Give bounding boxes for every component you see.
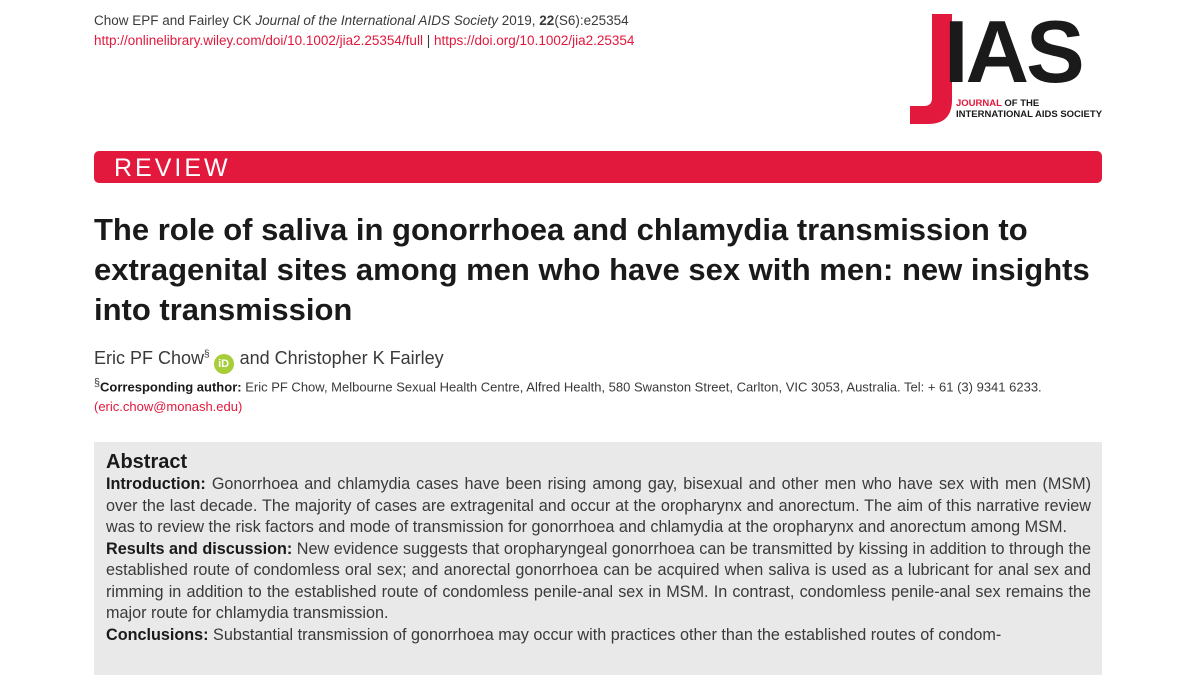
abstract-section-label: Results and discussion:	[106, 539, 293, 558]
orcid-icon[interactable]: iD	[214, 354, 234, 374]
citation-year: 2019,	[501, 13, 536, 28]
abstract-section-label: Conclusions:	[106, 625, 209, 644]
article-title: The role of saliva in gonorrhoea and chlamydia transmission to extragenital sites among men who have sex with men: new insights into transmission	[94, 212, 1090, 327]
logo-of-the: OF THE	[1001, 98, 1040, 109]
jias-logo	[910, 2, 1106, 126]
full-text-link[interactable]: http://onlinelibrary.wiley.com/doi/10.1002/jia2.25354/full	[94, 33, 423, 48]
abstract-section-text: New evidence suggests that oropharyngeal gonorrhoea can be transmitted by kissing in addition to through the established route of condomless oral sex; and anorectal gonorrhoea can be acquired when saliva is used as a lubricant for anal sex and rimming in addition to the established route of condomless penile-anal sex in MSM. In contrast, condomless penile-anal sex remains the major route for chlamydia transmission.	[106, 539, 1091, 622]
logo-journal-word: JOURNAL	[956, 98, 1002, 109]
citation-issue: (S6):e25354	[554, 13, 629, 28]
abstract-conclusions	[106, 625, 1091, 647]
author-line	[94, 343, 444, 374]
doi-link[interactable]: https://doi.org/10.1002/jia2.25354	[434, 33, 635, 48]
citation-journal: Journal of the International AIDS Society	[255, 13, 498, 28]
citation-authors: Chow EPF and Fairley CK	[94, 13, 252, 28]
author-2: and Christopher K Fairley	[239, 348, 444, 368]
author-1-mark: §	[204, 349, 210, 360]
corresponding-mark: §	[94, 377, 101, 389]
abstract-box	[94, 442, 1102, 675]
corresponding-author	[94, 373, 1104, 417]
logo-subtitle	[956, 98, 1102, 120]
citation-volume: 22	[539, 13, 555, 28]
abstract-heading: Abstract	[106, 451, 188, 473]
abstract-section-text: Gonorrhoea and chlamydia cases have been rising among gay, bisexual and other men who have sex with men (MSM) over the last decade. The majority of cases are extragenital and occur at the oropharynx and anorectum. The aim of this narrative review was to review the risk factors and mode of transmission for gonorrhoea and chlamydia at the oropharynx and anorectum among MSM.	[106, 475, 1092, 536]
abstract-content	[106, 450, 1091, 646]
abstract-section-text: Substantial transmission of gonorrhoea may occur with practices other than the established routes of condom-	[213, 625, 1002, 644]
article-urls	[94, 31, 634, 51]
corresponding-label: Corresponding author:	[100, 379, 242, 395]
section-banner	[94, 151, 1102, 183]
url-separator: |	[426, 33, 431, 48]
corresponding-text: Eric PF Chow, Melbourne Sexual Health Centre, Alfred Health, 580 Swanston Street, Carlton, VIC 3053, Australia. Tel: + 61 (3) 9341 6233.	[245, 379, 1042, 395]
abstract-section-label: Introduction:	[106, 475, 206, 493]
abstract-results	[106, 539, 1091, 625]
section-label: REVIEW	[114, 154, 231, 182]
abstract-introduction	[106, 474, 1091, 539]
corresponding-email[interactable]: (eric.chow@monash.edu)	[94, 399, 243, 415]
logo-letters: IAS	[944, 2, 1082, 101]
author-1: Eric PF Chow	[94, 348, 205, 368]
citation-line	[94, 11, 629, 31]
logo-society-name: INTERNATIONAL AIDS SOCIETY	[956, 109, 1103, 120]
